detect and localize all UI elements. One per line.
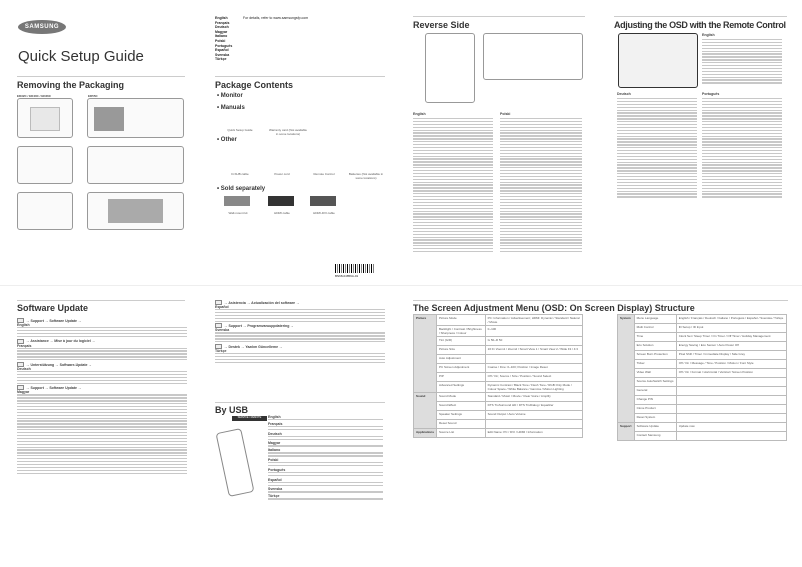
menu-item: Multi Control bbox=[634, 324, 676, 333]
table-row bbox=[618, 432, 787, 441]
menu-options bbox=[676, 378, 786, 387]
menu-item: Speaker Settings bbox=[437, 411, 486, 420]
menu-options: Energy Saving / Eco Sensor / Auto Power Off bbox=[676, 342, 786, 351]
menu-options: Edit Name: PC / DVI / HDMI / Information bbox=[485, 429, 582, 438]
menu-category: Support bbox=[618, 423, 635, 441]
software-update-heading: Software Update bbox=[17, 303, 89, 313]
usb-drive-icon bbox=[216, 428, 255, 497]
table-row bbox=[618, 342, 787, 351]
menu-options: G 50~R 50 bbox=[485, 337, 582, 346]
menu-options: ID Setup / ID Input bbox=[676, 324, 786, 333]
table-row bbox=[618, 333, 787, 342]
menu-category: Sound bbox=[414, 393, 437, 429]
item-caption: D-SUB cable bbox=[231, 172, 249, 176]
menu-item: Picture Mode bbox=[437, 315, 486, 326]
menu-item: Screen Burn Protection bbox=[634, 351, 676, 360]
item-caption: HDMI-DVI cable bbox=[313, 211, 335, 215]
menu-item: PC Screen Adjustment bbox=[437, 364, 486, 373]
usb-port-label: SERVICE / REMOTE bbox=[232, 416, 267, 421]
menu-item: Sound Mode bbox=[437, 393, 486, 402]
menu-options bbox=[676, 414, 786, 423]
page-title: Quick Setup Guide bbox=[18, 48, 144, 65]
menu-item: Source AutoSwitch Settings bbox=[634, 378, 676, 387]
menu-item: Reset Sound bbox=[437, 420, 486, 429]
models-label: ED55C bbox=[88, 94, 98, 98]
menu-category: System bbox=[618, 315, 635, 423]
item-caption: Remote Control bbox=[313, 172, 335, 176]
step-illustration bbox=[17, 98, 73, 138]
menu-options: 16:9 / Zoom1 / Zoom2 / Smart View 1 / Smart View 2 / Wide Fit / 4:3 bbox=[485, 346, 582, 355]
menu-category: Picture bbox=[414, 315, 437, 393]
lang-label: Português bbox=[702, 92, 720, 96]
menu-options bbox=[485, 355, 582, 364]
menu-options bbox=[676, 396, 786, 405]
menu-item: Eco Solution bbox=[634, 342, 676, 351]
menu-options bbox=[485, 420, 582, 429]
package-heading: Package Contents bbox=[215, 80, 294, 90]
menu-item: Picture Size bbox=[437, 346, 486, 355]
menu-item: PIP bbox=[437, 373, 486, 382]
table-row bbox=[414, 326, 583, 337]
item-caption: HDMI cable bbox=[274, 211, 290, 215]
menu-options: Pixel Shift / Timer / Immediate Display / Side Grey bbox=[676, 351, 786, 360]
ports-diagram bbox=[425, 33, 475, 103]
menu-options: Off / On / Format / Horizontal / Vertical / Screen Position bbox=[676, 369, 786, 378]
menu-options: 0~100 bbox=[485, 326, 582, 337]
menu-item: Reset System bbox=[634, 414, 676, 423]
table-row bbox=[414, 393, 583, 402]
menu-item: Change PIN bbox=[634, 396, 676, 405]
remote-control-diagram bbox=[618, 33, 698, 88]
table-row bbox=[618, 369, 787, 378]
menu-item: Software Update bbox=[634, 423, 676, 432]
manuals-label: • Manuals bbox=[217, 105, 245, 111]
menu-options: Clock Set / Sleep Timer / On Timer / Off Timer / Holiday Management bbox=[676, 333, 786, 342]
menu-item: Ticker bbox=[634, 360, 676, 369]
language-list: English For details, refer to www.samsungsfp.com Français Deutsch Magyar Italiano Polski Português Español Svenska Türkçe bbox=[215, 16, 309, 62]
table-row bbox=[414, 364, 583, 373]
menu-item: Sound Effect bbox=[437, 402, 486, 411]
by-usb-heading: By USB bbox=[215, 405, 249, 415]
item-caption: Power cord bbox=[274, 172, 290, 176]
item-caption: Wall-mount kit bbox=[228, 211, 248, 215]
table-row bbox=[618, 423, 787, 432]
menu-item: Time bbox=[634, 333, 676, 342]
osd-table-left bbox=[413, 314, 583, 438]
osd-table-right bbox=[617, 314, 787, 441]
menu-item: Clone Product bbox=[634, 405, 676, 414]
menu-item: Menu Language bbox=[634, 315, 676, 324]
table-row bbox=[414, 429, 583, 438]
table-row bbox=[618, 351, 787, 360]
usb-instructions: English Français Deutsch Magyar Italiano Polski Português Español Svenska Türkçe bbox=[268, 415, 383, 501]
wall-mount-image bbox=[224, 196, 250, 206]
table-row bbox=[618, 378, 787, 387]
menu-item: General bbox=[634, 387, 676, 396]
table-row bbox=[414, 373, 583, 382]
models-label: ED32C / ED40C / ED46C bbox=[17, 94, 52, 98]
table-row bbox=[414, 420, 583, 429]
item-caption: Batteries (Not available in some locations) bbox=[348, 172, 384, 180]
table-row bbox=[414, 402, 583, 411]
removing-heading: Removing the Packaging bbox=[17, 80, 125, 90]
menu-options: Off / On / Message / Time / Position / Motion / Font Style bbox=[676, 360, 786, 369]
hdmi-dvi-image bbox=[310, 196, 336, 206]
table-row bbox=[414, 411, 583, 420]
sold-label: • Sold separately bbox=[217, 186, 266, 192]
menu-options: PC: Information / Advertisement; HDMI: Dynamic / Standard / Natural / Movie bbox=[485, 315, 582, 326]
step-illustration bbox=[17, 192, 73, 230]
item-caption: Warranty card (Not available in some locations) bbox=[269, 128, 307, 136]
menu-options: Coarse / Fine: 0~100; Position / Image Reset bbox=[485, 364, 582, 373]
model-code: BN68-04859A-01 bbox=[335, 274, 359, 278]
reverse-heading: Reverse Side bbox=[413, 20, 470, 30]
table-row bbox=[414, 355, 583, 364]
software-update-left: → Support → Software Update → English → Assistance → Mise à jour du logiciel → Français → Unterstützung → Software-Update → Deutsch → Support → Software Update → Magyar bbox=[17, 318, 187, 475]
menu-item: Advanced Settings bbox=[437, 382, 486, 393]
menu-options: DTS TruSurround HD / DTS TruDialog / Equalizer bbox=[485, 402, 582, 411]
step-illustration bbox=[87, 192, 184, 230]
menu-options bbox=[676, 432, 786, 441]
step-illustration bbox=[17, 146, 73, 184]
barcode bbox=[335, 264, 375, 273]
menu-options bbox=[676, 387, 786, 396]
other-label: • Other bbox=[217, 137, 237, 143]
table-row bbox=[618, 315, 787, 324]
menu-options: Off / On; Source / Size / Position / Sound Select bbox=[485, 373, 582, 382]
menu-options bbox=[676, 405, 786, 414]
monitor-label: • Monitor bbox=[217, 93, 243, 99]
menu-options: Dynamic Contrast / Black Tone / Flesh Tone / RGB Only Mode / Colour Space / White Balance / Gamma / Motion Lighting bbox=[485, 382, 582, 393]
menu-options: Standard / Music / Movie / Clear Voice / Amplify bbox=[485, 393, 582, 402]
menu-item: Contact Samsung bbox=[634, 432, 676, 441]
item-caption: Quick Setup Guide bbox=[227, 128, 253, 132]
table-row bbox=[618, 324, 787, 333]
table-row bbox=[414, 315, 583, 326]
osd-remote-heading: Adjusting the OSD with the Remote Control bbox=[614, 20, 786, 30]
menu-options: English / Français / Deutsch / Italiano / Português / Español / Svenska / Türkçe bbox=[676, 315, 786, 324]
menu-item: Backlight / Contrast / Brightness / Sharpness / Colour bbox=[437, 326, 486, 337]
lang-label: English bbox=[702, 33, 715, 37]
menu-item: Source List bbox=[437, 429, 486, 438]
table-row bbox=[618, 414, 787, 423]
osd-structure-heading: The Screen Adjustment Menu (OSD: On Screen Display) Structure bbox=[413, 303, 695, 313]
menu-options: Update now bbox=[676, 423, 786, 432]
table-row bbox=[414, 337, 583, 346]
table-row bbox=[414, 346, 583, 355]
table-row bbox=[414, 382, 583, 393]
monitor-back-diagram bbox=[483, 33, 583, 80]
hdmi-cable-image bbox=[268, 196, 294, 206]
menu-category: Applications bbox=[414, 429, 437, 438]
menu-options: Sound Output / Auto Volume bbox=[485, 411, 582, 420]
table-row bbox=[618, 405, 787, 414]
lang-label: Deutsch bbox=[617, 92, 631, 96]
table-row bbox=[618, 396, 787, 405]
step-illustration bbox=[87, 98, 184, 138]
menu-item: Tint (G/R) bbox=[437, 337, 486, 346]
step-illustration bbox=[87, 146, 184, 184]
menu-item: Video Wall bbox=[634, 369, 676, 378]
menu-item: Auto Adjustment bbox=[437, 355, 486, 364]
table-row bbox=[618, 360, 787, 369]
table-row bbox=[618, 387, 787, 396]
software-update-right: → Asistencia → Actualización del software → Español → Support → Programvaruuppdatering → Svenska → Destek → Yazılım Güncelleme → Türkçe bbox=[215, 300, 385, 365]
lang-label: Polski bbox=[500, 112, 511, 116]
samsung-logo: SAMSUNG bbox=[18, 20, 66, 34]
lang-label: English bbox=[413, 112, 426, 116]
